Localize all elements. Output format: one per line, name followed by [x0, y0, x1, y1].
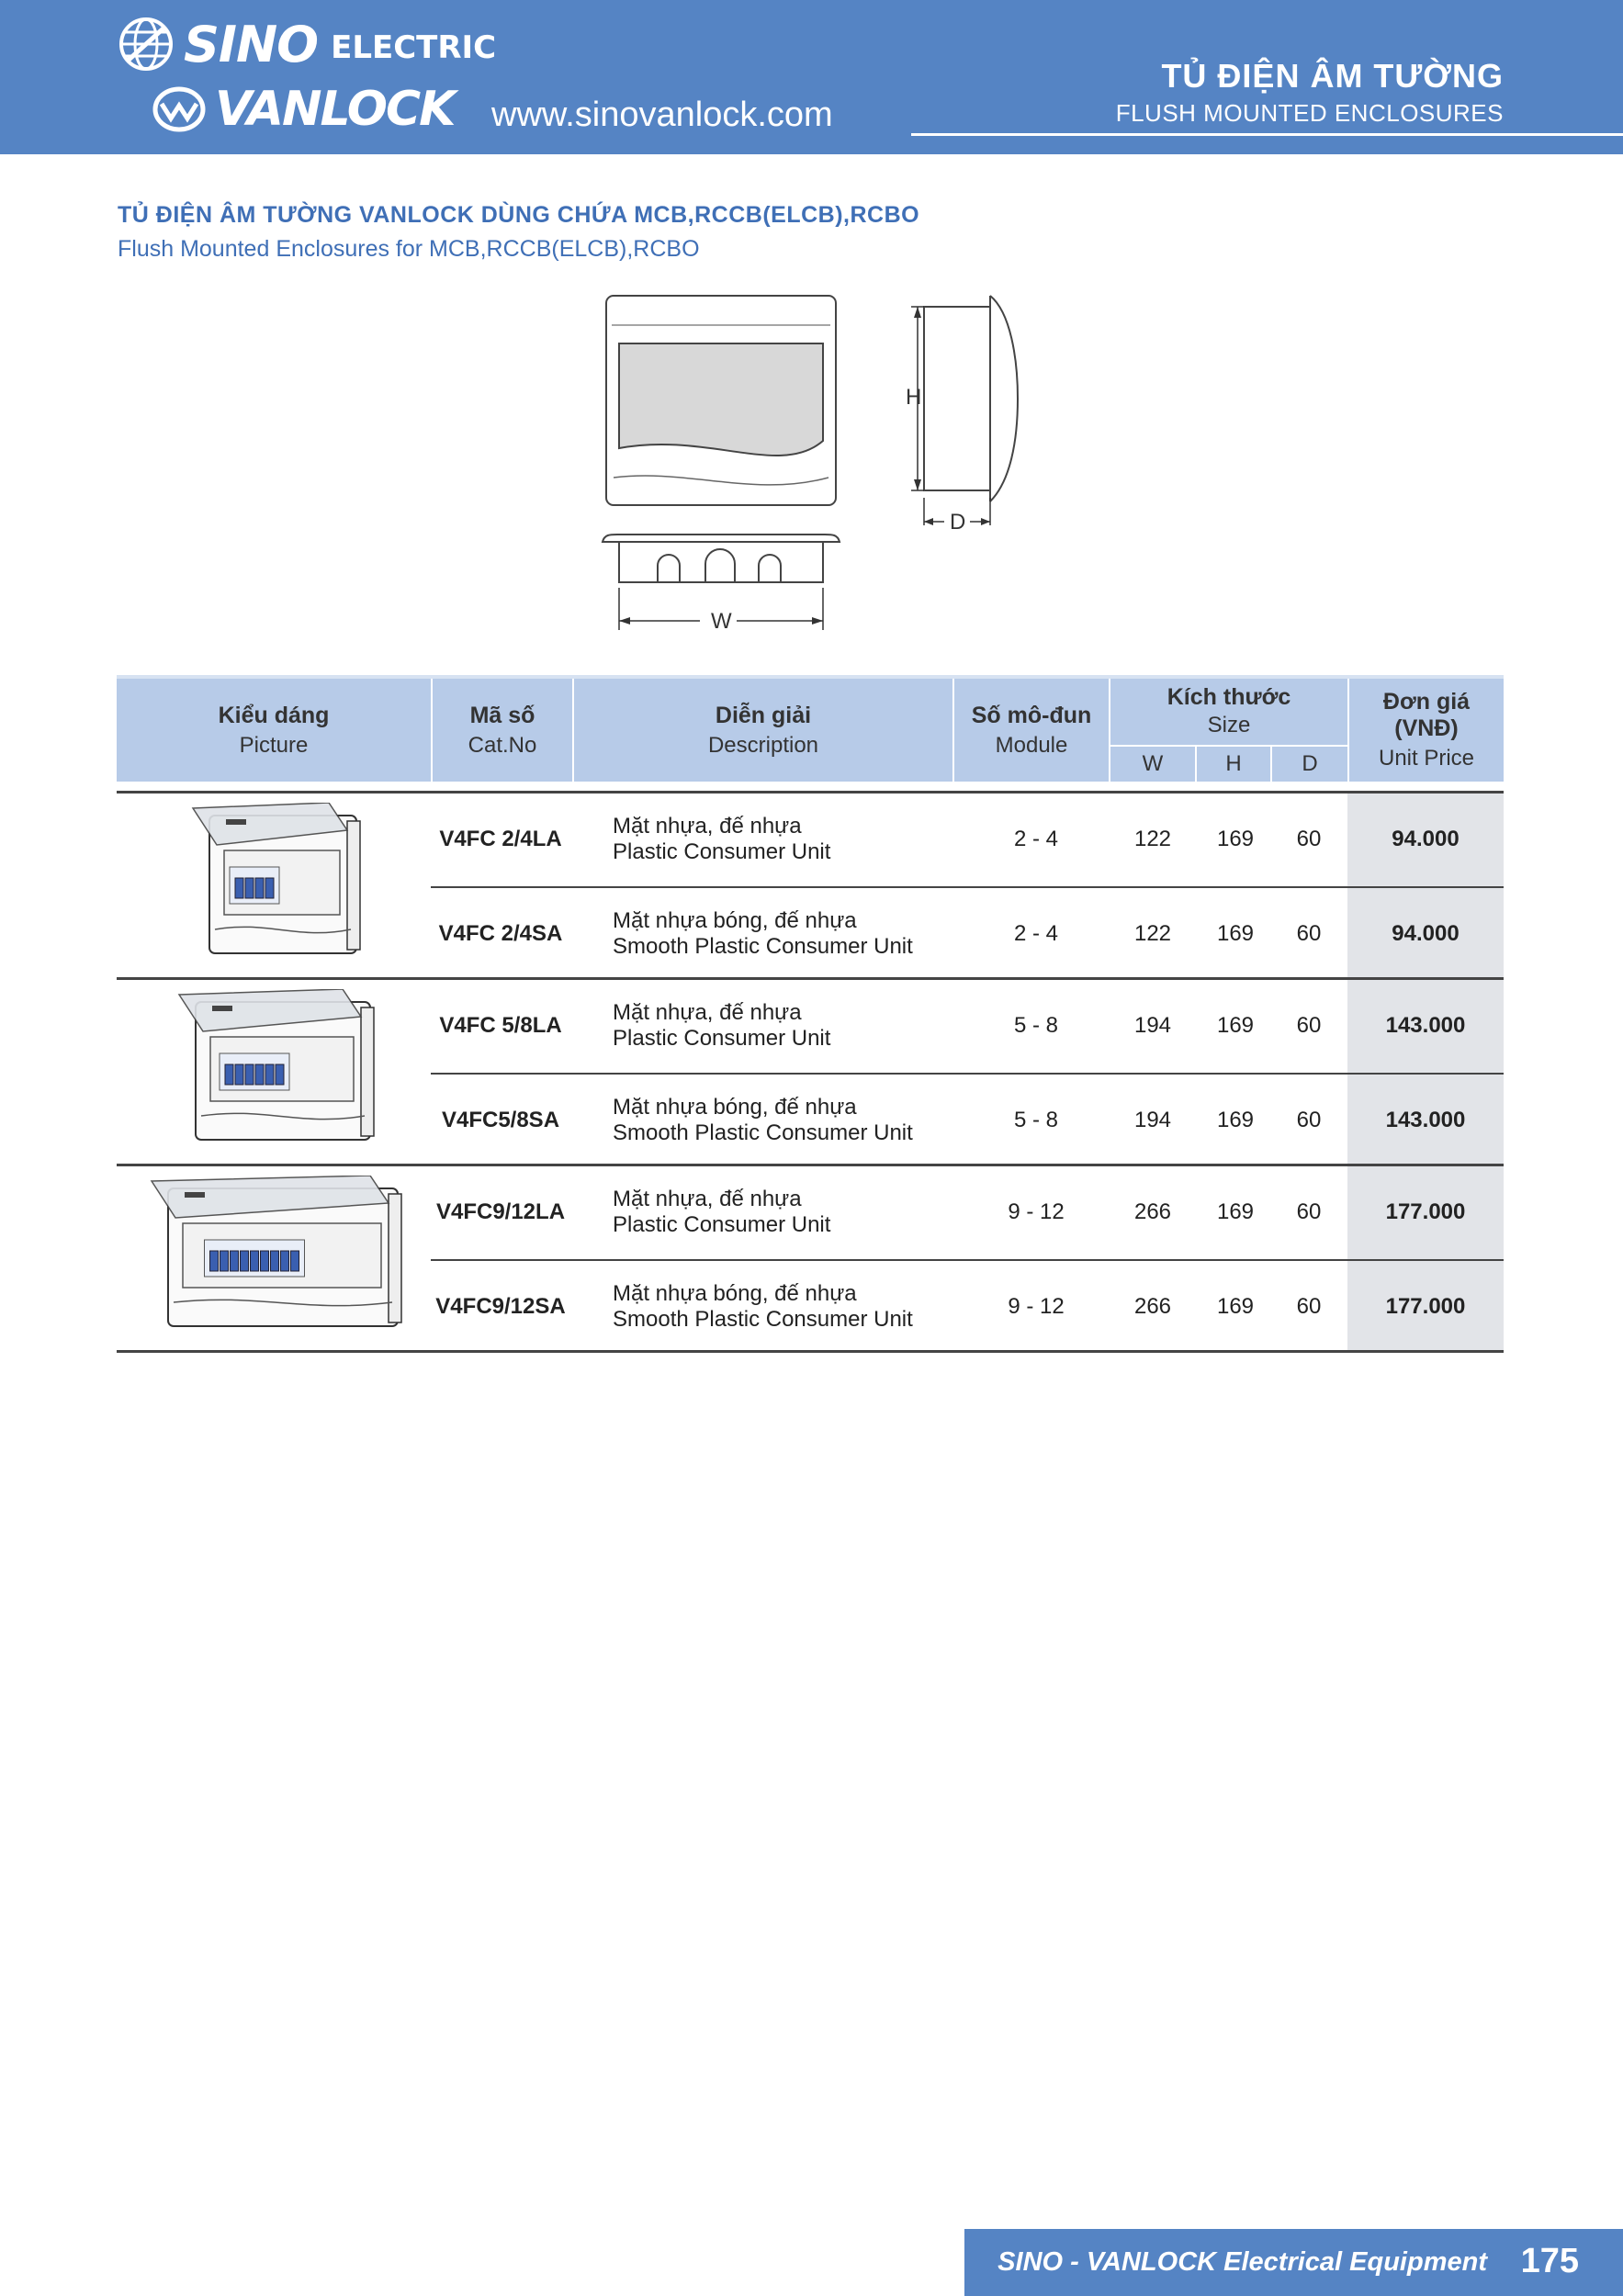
size-d: 60 — [1296, 1012, 1322, 1038]
table-header — [117, 675, 1504, 782]
cat-no: V4FC 5/8LA — [439, 1012, 562, 1038]
section-title-vn: TỦ ĐIỆN ÂM TƯỜNG VANLOCK DÙNG CHỨA MCB,RCCB(ELCB),RCBO — [118, 202, 920, 228]
size-h: 169 — [1216, 920, 1255, 946]
module: 9 - 12 — [1008, 1293, 1065, 1319]
size-w: 194 — [1133, 1012, 1172, 1038]
size-d: 60 — [1296, 920, 1322, 946]
module: 2 - 4 — [1013, 920, 1059, 946]
description — [613, 793, 980, 884]
size-d: 60 — [1296, 1107, 1322, 1132]
table-row — [431, 886, 1504, 979]
enclosure-picture — [168, 989, 379, 1154]
description-vn: Mặt nhựa, đế nhựa — [613, 999, 802, 1025]
description — [613, 1075, 980, 1165]
unit-price: 94.000 — [1392, 920, 1460, 946]
description-vn: Mặt nhựa bóng, đế nhựa — [613, 907, 857, 933]
description-en: Plastic Consumer Unit — [613, 1025, 831, 1051]
description-vn: Mặt nhựa, đế nhựa — [613, 813, 802, 838]
module: 5 - 8 — [1013, 1012, 1059, 1038]
table-body — [117, 791, 1504, 1353]
unit-price: 94.000 — [1392, 826, 1460, 851]
description-vn: Mặt nhựa, đế nhựa — [613, 1186, 802, 1211]
enclosure-dimension-drawing — [597, 285, 1020, 643]
header-w: W — [1142, 751, 1164, 776]
size-d: 60 — [1296, 826, 1322, 851]
unit-price: 177.000 — [1385, 1293, 1466, 1319]
size-h: 169 — [1216, 1107, 1255, 1132]
globe-icon — [118, 16, 175, 73]
cat-no: V4FC9/12LA — [435, 1199, 566, 1224]
header-size-en: Size — [1207, 712, 1251, 737]
description-vn: Mặt nhựa bóng, đế nhựa — [613, 1094, 857, 1120]
size-h: 169 — [1216, 1199, 1255, 1224]
product-picture — [117, 793, 431, 977]
side-view — [911, 296, 1018, 525]
size-d: 60 — [1296, 1199, 1322, 1224]
cat-no: V4FC9/12SA — [435, 1293, 566, 1319]
size-h: 169 — [1216, 1012, 1255, 1038]
enclosure-picture — [141, 1176, 407, 1341]
size-d: 60 — [1296, 1293, 1322, 1319]
description — [613, 1261, 980, 1352]
description — [613, 1166, 980, 1257]
header-description — [574, 679, 952, 782]
brand-electric: ELECTRIC — [331, 29, 497, 66]
header-catno-en: Cat.No — [468, 732, 537, 758]
unit-price: 143.000 — [1385, 1012, 1466, 1038]
size-w: 122 — [1133, 920, 1172, 946]
price-table — [117, 675, 1504, 1353]
table-row — [431, 1166, 1504, 1257]
description-en: Plastic Consumer Unit — [613, 838, 831, 864]
website-url[interactable]: www.sinovanlock.com — [491, 96, 833, 134]
product-group — [117, 977, 1504, 1164]
cat-no: V4FC5/8SA — [441, 1107, 560, 1132]
header-size-vn: Kích thước — [1167, 683, 1291, 710]
vanlock-logo — [152, 81, 454, 138]
header-price-vn: Đơn giá (VNĐ) — [1382, 689, 1471, 741]
size-w: 266 — [1133, 1293, 1172, 1319]
unit-price: 143.000 — [1385, 1107, 1466, 1132]
product-picture — [117, 980, 431, 1164]
header-size — [1110, 679, 1347, 743]
size-w: 194 — [1133, 1107, 1172, 1132]
cat-no: V4FC 2/4LA — [439, 826, 562, 851]
table-row — [431, 793, 1504, 884]
brand-sino: SINO — [184, 15, 319, 73]
header-module-vn: Số mô-đun — [971, 702, 1092, 728]
product-group — [117, 1164, 1504, 1353]
header-catno-vn: Mã số — [469, 702, 535, 728]
page-title-vn: TỦ ĐIỆN ÂM TƯỜNG — [1161, 57, 1504, 95]
description-en: Smooth Plastic Consumer Unit — [613, 1306, 913, 1332]
header-picture-vn: Kiểu dáng — [218, 702, 330, 728]
header-h: H — [1225, 751, 1242, 776]
page-title-en: FLUSH MOUNTED ENCLOSURES — [1115, 99, 1504, 127]
module: 9 - 12 — [1008, 1199, 1065, 1224]
header-price-en: Unit Price — [1378, 746, 1475, 771]
description-en: Smooth Plastic Consumer Unit — [613, 933, 913, 959]
table-row — [431, 1259, 1504, 1352]
page-header — [0, 0, 1623, 154]
description-vn: Mặt nhựa bóng, đế nhựa — [613, 1280, 857, 1306]
header-picture — [117, 679, 431, 782]
size-w: 266 — [1133, 1199, 1172, 1224]
header-rule — [911, 133, 1623, 136]
page-footer — [964, 2229, 1623, 2296]
header-module-en: Module — [995, 732, 1068, 758]
description-en: Smooth Plastic Consumer Unit — [613, 1120, 913, 1145]
section-title-en: Flush Mounted Enclosures for MCB,RCCB(ELCB),RCBO — [118, 236, 700, 262]
size-h: 169 — [1216, 826, 1255, 851]
header-description-vn: Diễn giải — [715, 702, 812, 728]
unit-price: 177.000 — [1385, 1199, 1466, 1224]
table-row — [431, 980, 1504, 1071]
header-module — [954, 679, 1109, 782]
description-en: Plastic Consumer Unit — [613, 1211, 831, 1237]
size-h: 169 — [1216, 1293, 1255, 1319]
header-description-en: Description — [707, 732, 819, 758]
dimension-label-h: H — [906, 385, 922, 410]
product-group — [117, 791, 1504, 977]
dimension-label-d: D — [950, 510, 966, 535]
header-d: D — [1302, 751, 1318, 776]
dimension-label-w: W — [711, 609, 732, 634]
table-row — [431, 1073, 1504, 1165]
brand-vanlock: VANLOCK — [215, 82, 455, 137]
cat-no: V4FC 2/4SA — [438, 920, 563, 946]
footer-text: SINO - VANLOCK Electrical Equipment — [997, 2247, 1487, 2277]
module: 5 - 8 — [1013, 1107, 1059, 1132]
size-w: 122 — [1133, 826, 1172, 851]
description — [613, 980, 980, 1071]
front-view — [606, 296, 836, 505]
page-number: 175 — [1520, 2242, 1579, 2280]
description — [613, 888, 980, 979]
sino-logo — [118, 15, 496, 73]
header-catno — [433, 679, 572, 782]
enclosure-picture — [182, 803, 366, 968]
module: 2 - 4 — [1013, 826, 1059, 851]
header-picture-en: Picture — [239, 732, 309, 758]
product-picture — [117, 1166, 431, 1350]
header-price — [1349, 679, 1504, 782]
vanlock-emblem-icon — [152, 85, 206, 133]
